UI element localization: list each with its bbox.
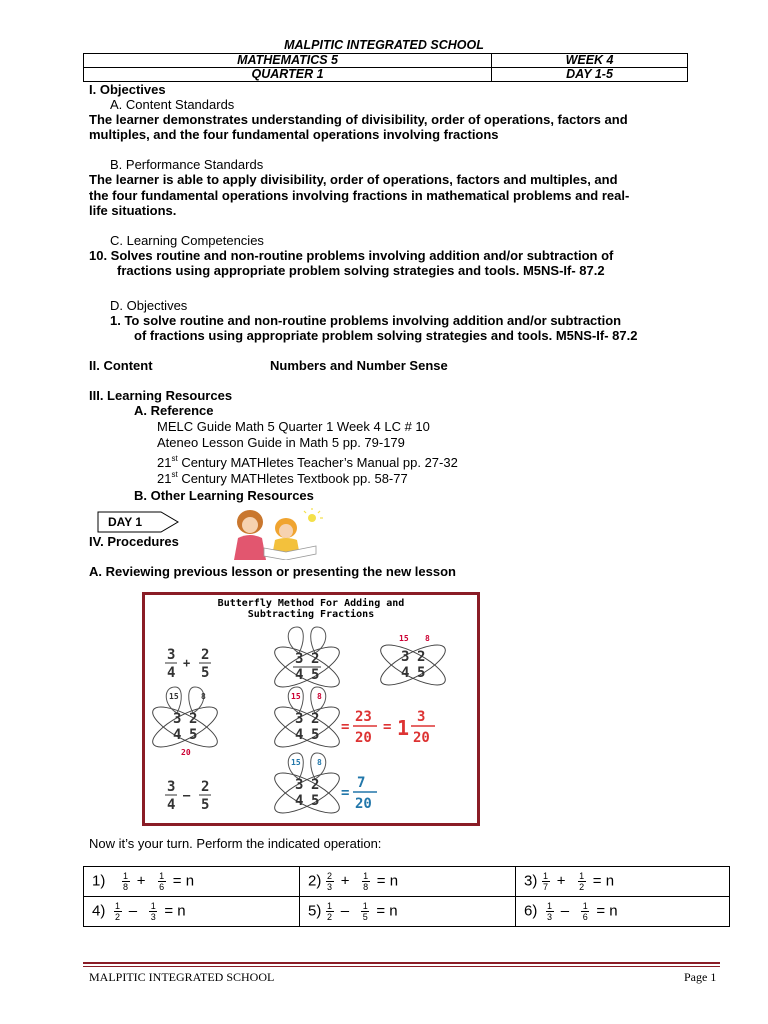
mixed-numerator: 3 (417, 709, 426, 725)
content-value: Numbers and Number Sense (270, 358, 448, 373)
day-cell: DAY 1-5 (492, 68, 688, 82)
svg-text:15: 15 (169, 692, 179, 701)
svg-text:5: 5 (201, 797, 210, 813)
svg-text:4: 4 (167, 665, 176, 681)
reference-item-4: 21st Century MATHletes Textbook pp. 58-77 (157, 470, 408, 486)
svg-text:4: 4 (295, 727, 304, 743)
subject-cell: MATHEMATICS 5 (84, 54, 492, 68)
svg-text:5: 5 (311, 793, 320, 809)
mixed-denominator: 20 (413, 730, 430, 746)
content-heading: II. Content (89, 358, 153, 373)
svg-text:2: 2 (201, 779, 210, 795)
resources-heading: III. Learning Resources (89, 388, 233, 403)
svg-text:4: 4 (295, 667, 304, 683)
performance-standards-text-2: the four fundamental operations involving fractions in mathematical problems and real- (89, 188, 630, 203)
svg-text:3: 3 (295, 711, 304, 727)
exercise-6: 6) $\frac{1}{3}$ – $\frac{1}{6}$ = n (516, 897, 730, 927)
objectives-d-label: D. Objectives (110, 298, 188, 313)
footer-school: MALPITIC INTEGRATED SCHOOL (89, 970, 275, 984)
exercise-2: 2) $\frac{2}{3}$ + $\frac{1}{8}$ = n (300, 867, 516, 897)
sub-numerator: 7 (357, 775, 366, 791)
svg-text:5: 5 (311, 727, 320, 743)
exercise-4: 4) $\frac{1}{2}$ – $\frac{1}{3}$ = n (84, 897, 300, 927)
svg-text:8: 8 (317, 758, 322, 767)
other-resources-label: B. Other Learning Resources (134, 488, 314, 503)
svg-text:3: 3 (167, 779, 176, 795)
step-a-heading: A. Reviewing previous lesson or presenting the new lesson (89, 564, 456, 579)
svg-text:–: – (183, 788, 191, 802)
svg-text:3: 3 (167, 647, 176, 663)
svg-text:15: 15 (291, 758, 301, 767)
svg-text:+: + (183, 656, 191, 670)
exercise-table (83, 866, 730, 927)
quarter-cell: QUARTER 1 (84, 68, 492, 82)
svg-text:=: = (341, 719, 350, 735)
turn-instruction: Now it’s your turn. Perform the indicated operation: (89, 836, 382, 851)
butterfly-method-figure (142, 592, 480, 826)
svg-text:3: 3 (295, 651, 304, 667)
procedures-heading: IV. Procedures (89, 534, 179, 549)
svg-text:=: = (383, 719, 392, 735)
svg-text:5: 5 (417, 665, 426, 681)
exercise-3: 3) $\frac{1}{7}$ + $\frac{1}{2}$ = n (516, 867, 730, 897)
svg-text:2: 2 (311, 711, 320, 727)
footer-page-number: Page 1 (684, 970, 717, 984)
svg-text:2: 2 (189, 711, 198, 727)
competencies-text-2: fractions using appropriate problem solving strategies and tools. M5NS-If- 87.2 (117, 263, 605, 278)
footer-rule (83, 962, 720, 964)
study-illustration (228, 508, 328, 560)
svg-text:2: 2 (417, 649, 426, 665)
result-denominator: 20 (355, 730, 372, 746)
mixed-whole: 1 (397, 716, 410, 740)
svg-text:2: 2 (311, 777, 320, 793)
svg-text:3: 3 (401, 649, 410, 665)
content-standards-text-2: multiples, and the four fundamental operations involving fractions (89, 127, 499, 142)
reference-item-3: 21st Century MATHletes Teacher’s Manual pp. 27-32 (157, 454, 458, 470)
svg-text:8: 8 (425, 634, 430, 643)
figure-title: Butterfly Method For Adding and Subtracting Fractions (217, 598, 405, 620)
svg-text:20: 20 (181, 748, 191, 757)
performance-standards-text-3: life situations. (89, 203, 177, 218)
performance-standards-text-1: The learner is able to apply divisibility, order of operations, factors and multiples, and (89, 172, 618, 187)
header-table (83, 53, 688, 82)
exercise-5: 5) $\frac{1}{2}$ – $\frac{1}{5}$ = n (300, 897, 516, 927)
reference-item-1: MELC Guide Math 5 Quarter 1 Week 4 LC # 10 (157, 419, 430, 434)
svg-text:4: 4 (167, 797, 176, 813)
svg-text:2: 2 (311, 651, 320, 667)
svg-text:3: 3 (173, 711, 182, 727)
svg-text:5: 5 (189, 727, 198, 743)
svg-text:5: 5 (311, 667, 320, 683)
svg-text:8: 8 (317, 692, 322, 701)
svg-text:4: 4 (295, 793, 304, 809)
week-cell: WEEK 4 (492, 54, 688, 68)
svg-text:2: 2 (201, 647, 210, 663)
objectives-heading: I. Objectives (89, 82, 166, 97)
reference-item-2: Ateneo Lesson Guide in Math 5 pp. 79-179 (157, 435, 405, 450)
svg-text:=: = (341, 785, 350, 801)
objectives-d-text-2: of fractions using appropriate problem solving strategies and tools. M5NS-If- 87.2 (134, 328, 638, 343)
content-standards-text-1: The learner demonstrates understanding of divisibility, order of operations, factors and (89, 112, 628, 127)
svg-text:15: 15 (399, 634, 409, 643)
butterfly-diagram (145, 595, 477, 823)
school-title: MALPITIC INTEGRATED SCHOOL (284, 38, 484, 52)
svg-text:4: 4 (173, 727, 182, 743)
day-tag (97, 511, 179, 533)
competencies-text-1: 10. Solves routine and non-routine problems involving addition and/or subtraction of (89, 248, 614, 263)
day-tag-label: DAY 1 (108, 515, 143, 529)
sub-denominator: 20 (355, 796, 372, 812)
reference-label: A. Reference (134, 403, 214, 418)
svg-text:5: 5 (201, 665, 210, 681)
performance-standards-label: B. Performance Standards (110, 157, 264, 172)
svg-text:15: 15 (291, 692, 301, 701)
competencies-label: C. Learning Competencies (110, 233, 264, 248)
content-standards-label: A. Content Standards (110, 97, 235, 112)
exercise-1: 1) $\frac{1}{8}$ + $\frac{1}{6}$ = n (84, 867, 300, 897)
svg-text:4: 4 (401, 665, 410, 681)
svg-text:3: 3 (295, 777, 304, 793)
footer-rule-thin (83, 966, 720, 967)
objectives-d-text-1: 1. To solve routine and non-routine problems involving addition and/or subtraction (110, 313, 622, 328)
svg-text:8: 8 (201, 692, 206, 701)
result-numerator: 23 (355, 709, 372, 725)
